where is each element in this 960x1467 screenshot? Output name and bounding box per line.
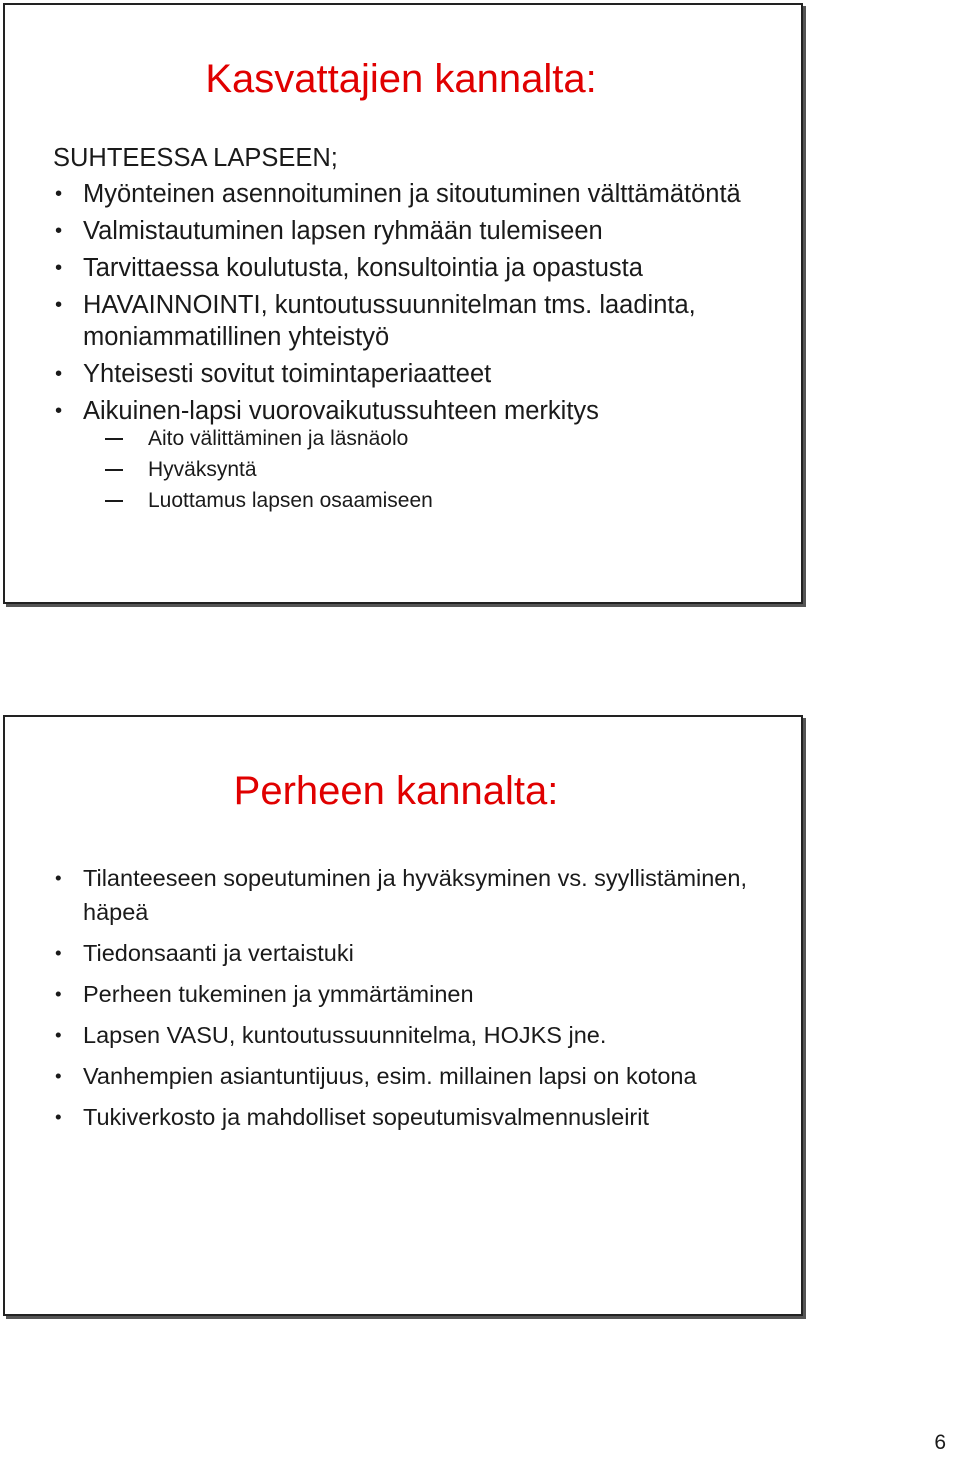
page-number: 6 [934,1431,946,1454]
slide-title: Kasvattajien kannalta: [205,57,597,101]
list-item [53,252,781,284]
list-item [53,977,781,1011]
slide-title: Perheen kannalta: [233,769,559,813]
list-item [53,178,781,210]
slide-kasvattajien-kannalta [3,3,803,604]
bullet-text: Tiedonsaanti ja vertaistuki [83,940,354,966]
bullet-icon: • [55,183,63,205]
intro-heading: SUHTEESSA LAPSEEN; [53,144,338,172]
bullet-text: Vanhempien asiantuntijuus, esim. millainen lapsi on kotona [83,1063,697,1089]
sub-bullet-text: Aito välittäminen ja läsnäolo [148,427,409,450]
bullet-text: Tilanteeseen sopeutuminen ja hyväksyminen vs. syyllistäminen, häpeä [83,865,747,925]
list-item [53,861,781,929]
list-item [53,1100,781,1134]
sub-bullet-text: Hyväksyntä [148,458,257,481]
slide-body [53,143,781,521]
list-item [53,395,781,516]
list-item [53,1018,781,1052]
list-item [53,289,781,353]
list-item [53,1059,781,1093]
sub-bullet-text: Luottamus lapsen osaamiseen [148,489,433,512]
bullet-icon: • [55,294,63,316]
bullet-list [53,861,781,1134]
bullet-text: HAVAINNOINTI, kuntoutussuunnitelman tms. laadinta, moniammatillinen yhteistyö [83,291,696,351]
bullet-icon: • [55,1065,62,1086]
bullet-text: Lapsen VASU, kuntoutussuunnitelma, HOJKS jne. [83,1022,607,1048]
bullet-icon: • [55,220,63,242]
bullet-icon: • [55,867,62,888]
bullet-text: Myönteinen asennoituminen ja sitoutuminen välttämätöntä [83,180,741,208]
bullet-text: Valmistautuminen lapsen ryhmään tulemiseen [83,217,603,245]
bullet-icon: • [55,400,63,422]
bullet-icon: • [55,1024,62,1045]
list-item [53,358,781,390]
slide-body [53,861,781,1141]
dash-icon [105,469,123,471]
list-item [53,936,781,970]
bullet-text: Perheen tukeminen ja ymmärtäminen [83,981,474,1007]
bullet-icon: • [55,983,62,1004]
sub-list-item [95,485,781,516]
sub-bullet-list [83,423,781,516]
list-item [53,215,781,247]
slide-perheen-kannalta [3,715,803,1316]
bullet-text: Tukiverkosto ja mahdolliset sopeutumisvalmennusleirit [83,1104,649,1130]
bullet-icon: • [55,257,63,279]
bullet-icon: • [55,942,62,963]
sub-list-item [95,454,781,485]
sub-list-item [95,423,781,454]
bullet-icon: • [55,363,63,385]
dash-icon [105,438,123,440]
bullet-text: Aikuinen-lapsi vuorovaikutussuhteen merkitys [83,397,599,425]
bullet-text: Yhteisesti sovitut toimintaperiaatteet [83,360,492,388]
dash-icon [105,500,123,502]
bullet-icon: • [55,1106,62,1127]
bullet-list [53,178,781,516]
bullet-text: Tarvittaessa koulutusta, konsultointia ja opastusta [83,254,643,282]
